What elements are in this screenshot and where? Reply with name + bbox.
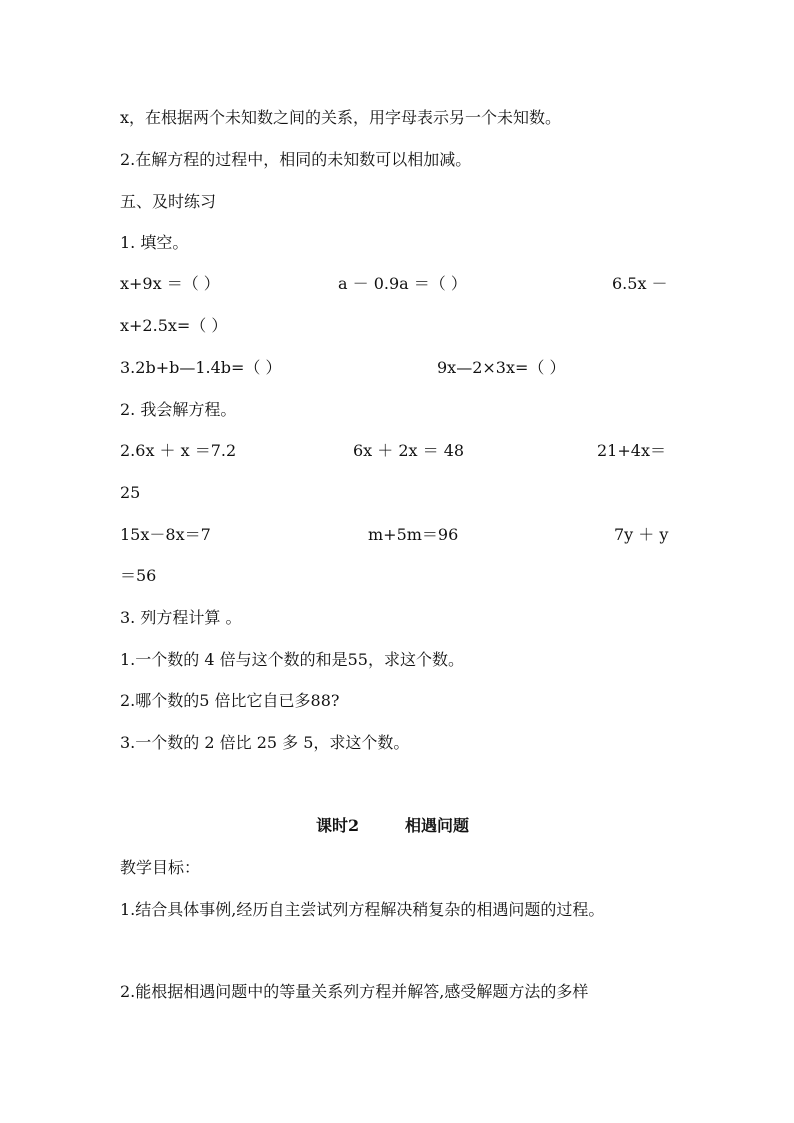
fill-blank-item: x+2.5x=（ ） — [120, 316, 228, 335]
fill-blank-item: a － 0.9a ＝（ ） — [338, 274, 467, 293]
equation-item: 7y ＋ y — [614, 525, 669, 544]
equation-item: 15x－8x＝7 — [120, 525, 211, 544]
fill-blank-item: x+9x ＝（ ） — [120, 274, 220, 293]
fill-blank-item: 3.2b+b—1.4b=（ ） — [120, 358, 282, 377]
problem-line: 1.一个数的 4 倍与这个数的和是55，求这个数。 — [120, 650, 464, 669]
lesson-title-number: 课时2 — [316, 816, 360, 835]
paragraph-line: x，在根据两个未知数之间的关系，用字母表示另一个未知数。 — [120, 108, 562, 127]
question-heading: 2. 我会解方程。 — [120, 400, 237, 419]
question-heading: 3. 列方程计算 。 — [120, 608, 242, 627]
goals-label: 教学目标： — [120, 858, 201, 877]
fill-blank-item: 6.5x － — [612, 274, 668, 293]
equation-item: 2.6x ＋ x ＝7.2 — [120, 441, 237, 460]
lesson-title-name: 相遇问题 — [405, 816, 470, 835]
question-heading: 1. 填空。 — [120, 233, 189, 252]
goal-line: 2.能根据相遇问题中的等量关系列方程并解答,感受解题方法的多样 — [120, 982, 589, 1001]
equation-item: m+5m＝96 — [368, 525, 459, 544]
equation-item: 6x ＋ 2x ＝ 48 — [353, 441, 465, 460]
section-heading: 五、及时练习 — [120, 192, 217, 211]
equation-item: ＝56 — [120, 566, 157, 585]
equation-item: 21+4x＝ — [597, 441, 666, 460]
paragraph-line: 2.在解方程的过程中，相同的未知数可以相加减。 — [120, 150, 472, 169]
fill-blank-item: 9x—2×3x=（ ） — [437, 358, 566, 377]
equation-item: 25 — [120, 483, 141, 502]
problem-line: 3.一个数的 2 倍比 25 多 5，求这个数。 — [120, 733, 410, 752]
problem-line: 2.哪个数的5 倍比它自已多88? — [120, 691, 340, 710]
goal-line: 1.结合具体事例,经历自主尝试列方程解决稍复杂的相遇问题的过程。 — [120, 900, 605, 919]
